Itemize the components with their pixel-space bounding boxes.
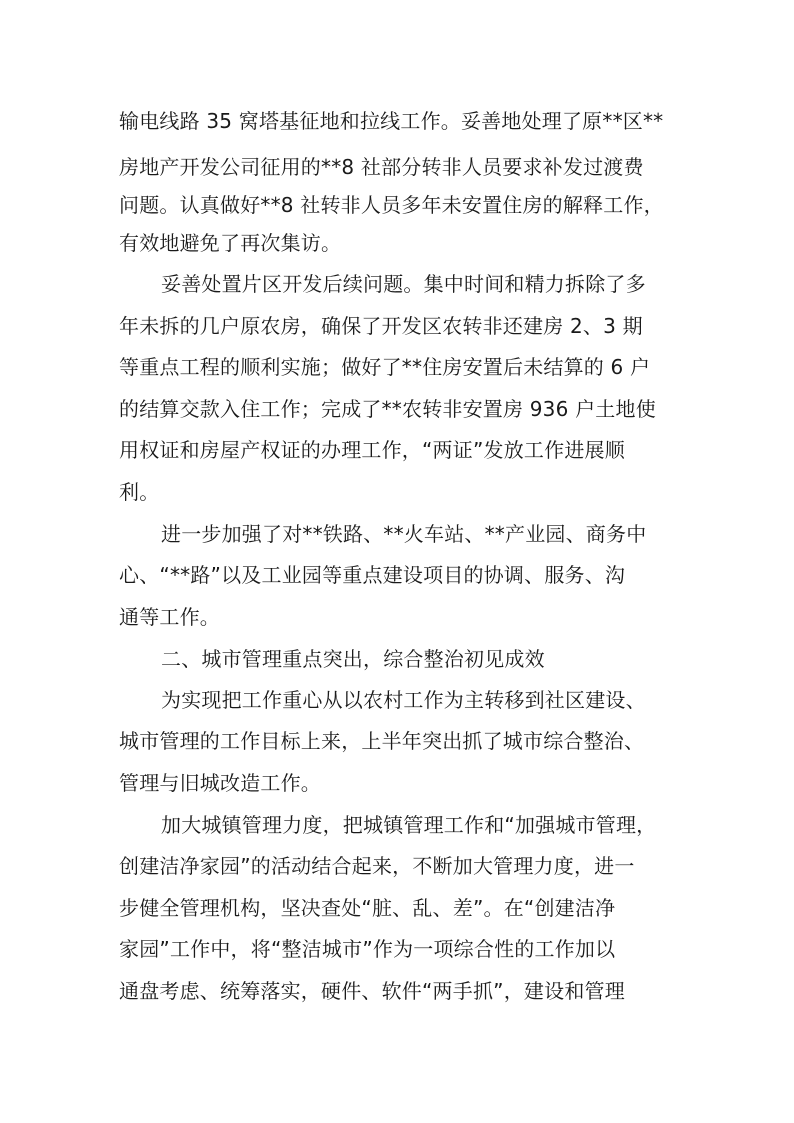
text-line: 问题。认真做好**8 社转非人员多年未安置住房的解释工作， (119, 193, 664, 217)
text-line: 心、“**路”以及工业园等重点建设项目的协调、服务、沟 (119, 563, 626, 587)
text-line: 通等工作。 (119, 605, 220, 629)
text-line: 城市管理的工作目标上来，上半年突出抓了城市综合整治、 (119, 729, 645, 753)
text-line: 步健全管理机构，坚决查处“脏、乱、差”。在“创建洁净 (119, 896, 616, 920)
text-line: 创建洁净家园”的活动结合起来，不断加大管理力度，进一 (119, 854, 635, 878)
text-line: 输电线路 35 窝塔基征地和拉线工作。妥善地处理了原**区** (119, 109, 664, 133)
text-line: 管理与旧城改造工作。 (119, 771, 321, 795)
text-line: 有效地避免了再次集访。 (119, 231, 342, 255)
text-line: 用权证和房屋产权证的办理工作，“两证”发放工作进展顺 (119, 438, 625, 462)
paragraph-first-line: 加大城镇管理力度，把城镇管理工作和“加强城市管理， (161, 813, 657, 837)
text-line: 房地产开发公司征用的**8 社部分转非人员要求补发过渡费 (119, 155, 644, 179)
section-heading: 二、城市管理重点突出，综合整治初见成效 (161, 647, 545, 671)
paragraph-first-line: 为实现把工作重心从以农村工作为主转移到社区建设、 (161, 688, 646, 712)
text-line: 的结算交款入住工作；完成了**农转非安置房 936 户土地使 (119, 397, 656, 421)
text-line: 年未拆的几户原农房，确保了开发区农转非还建房 2、3 期 (119, 314, 643, 338)
paragraph-first-line: 妥善处置片区开发后续问题。集中时间和精力拆除了多 (161, 272, 646, 296)
text-line: 家园”工作中，将“整洁城市”作为一项综合性的工作加以 (119, 937, 616, 961)
text-line: 等重点工程的顺利实施；做好了**住房安置后未结算的 6 户 (119, 355, 651, 379)
paragraph-first-line: 进一步加强了对**铁路、**火车站、**产业园、商务中 (161, 522, 647, 546)
text-line: 利。 (119, 480, 160, 504)
text-line: 通盘考虑、统筹落实，硬件、软件“两手抓”，建设和管理 (119, 979, 625, 1003)
